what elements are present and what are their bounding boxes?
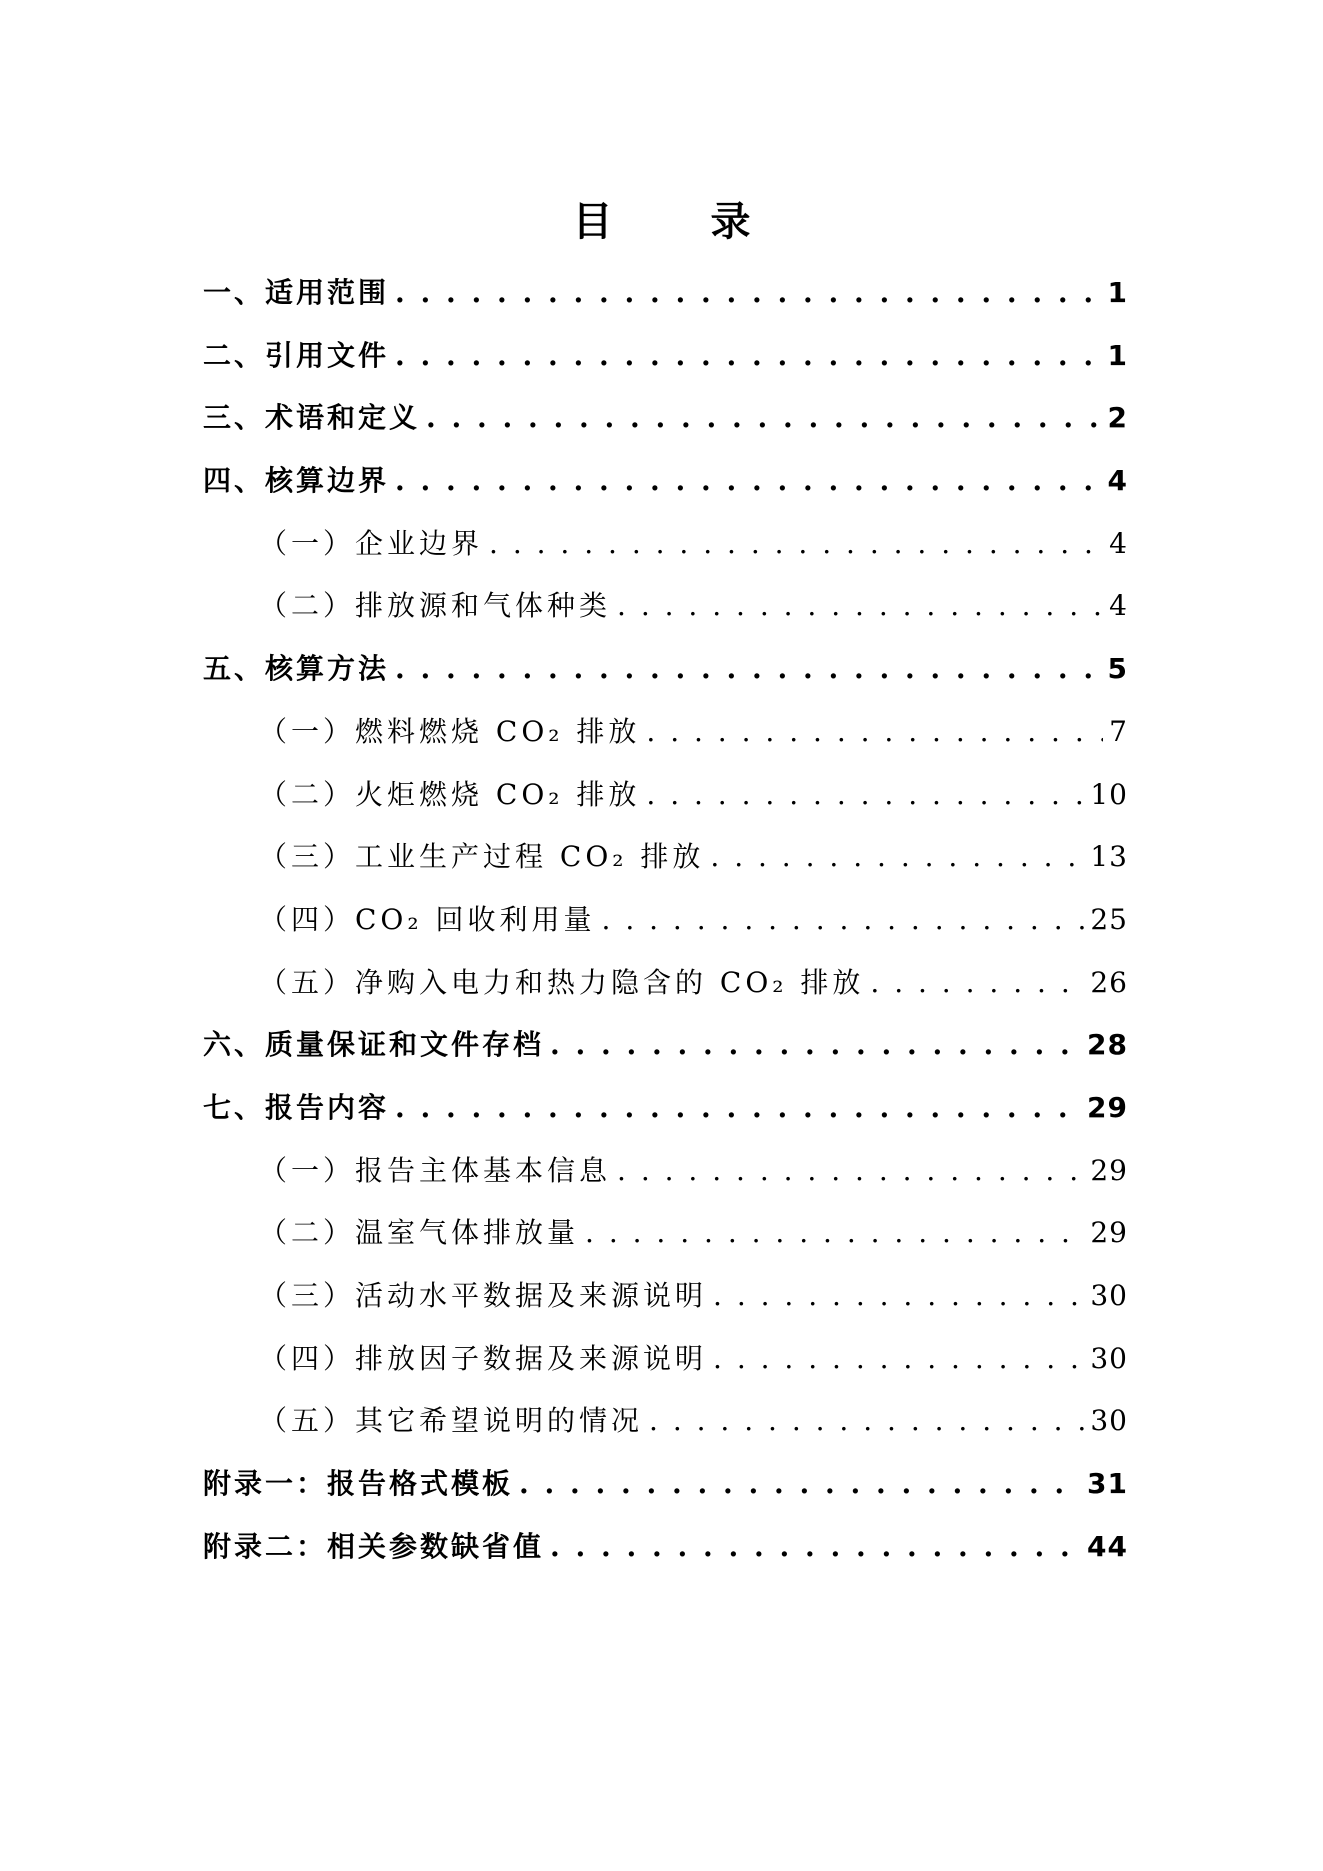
toc-dot-leader: [489, 524, 1103, 564]
toc-dot-leader: [713, 1339, 1084, 1379]
toc-subentry[interactable]: [203, 1401, 1128, 1464]
toc-subentry[interactable]: [203, 900, 1128, 963]
toc-dot-leader: [395, 1088, 1081, 1128]
toc-entry-label: 附录二：相关参数缺省值: [203, 1529, 545, 1563]
toc-entry-label: 二、引用文件: [203, 338, 390, 372]
toc-entry-page: 31: [1087, 1467, 1128, 1501]
toc-entry-page: 44: [1087, 1529, 1128, 1563]
toc-entry-page: 10: [1090, 777, 1128, 811]
toc-subentry[interactable]: [203, 712, 1128, 775]
toc-entry-label: （二）排放源和气体种类: [259, 589, 612, 623]
toc-entry-page: 5: [1107, 652, 1128, 686]
toc-entry-page: 30: [1090, 1279, 1128, 1312]
toc-entry[interactable]: [203, 1025, 1128, 1088]
toc-dot-leader: [870, 963, 1084, 1003]
toc-dot-leader: [617, 586, 1103, 626]
toc-entry-page: 29: [1087, 1090, 1128, 1124]
toc-dot-leader: [395, 649, 1102, 689]
toc-entry-label: 五、核算方法: [203, 652, 390, 686]
toc-subentry[interactable]: [203, 1276, 1128, 1339]
toc-subentry[interactable]: [203, 775, 1128, 838]
toc-entry-page: 25: [1090, 902, 1128, 936]
toc-entry-page: 4: [1109, 526, 1128, 560]
toc-entry-page: 2: [1107, 401, 1128, 435]
toc-entry[interactable]: [203, 649, 1128, 712]
toc-subentry[interactable]: [203, 1213, 1128, 1276]
toc-entry-label: 七、报告内容: [203, 1090, 390, 1124]
toc-dot-leader: [710, 837, 1084, 877]
toc-entry-label: （一）报告主体基本信息: [259, 1153, 612, 1187]
toc-entry-label: 三、术语和定义: [203, 401, 421, 435]
toc-entry[interactable]: [203, 1088, 1128, 1151]
toc-entry-page: 30: [1090, 1341, 1128, 1375]
toc-entry-label: （四）排放因子数据及来源说明: [259, 1341, 708, 1375]
toc-entry-label: （四）CO₂ 回收利用量: [259, 902, 596, 936]
toc-subentry[interactable]: [203, 1339, 1128, 1402]
toc-dot-leader: [550, 1025, 1081, 1065]
toc-entry-label: （三）工业生产过程 CO₂ 排放: [259, 840, 705, 874]
page-title: 目 录: [572, 199, 793, 245]
toc-entry-label: 六、质量保证和文件存档: [203, 1028, 545, 1062]
toc-entry-page: 1: [1107, 276, 1128, 309]
toc-entry-page: 1: [1107, 338, 1128, 372]
toc-entry-label: （二）温室气体排放量: [259, 1216, 580, 1250]
toc-entry-page: 7: [1109, 714, 1128, 748]
toc-dot-leader: [426, 398, 1102, 438]
toc-entry[interactable]: [203, 398, 1128, 461]
toc-subentry[interactable]: [203, 963, 1128, 1026]
toc-entry-label: （一）企业边界: [259, 526, 484, 560]
toc-dot-leader: [646, 775, 1084, 815]
toc-entry-label: 四、核算边界: [203, 464, 390, 498]
table-of-contents: [203, 273, 1128, 1589]
toc-entry-page: 30: [1090, 1404, 1128, 1438]
toc-entry-page: 26: [1090, 965, 1128, 999]
toc-entry-page: 4: [1109, 589, 1128, 623]
toc-dot-leader: [585, 1213, 1084, 1253]
toc-dot-leader: [617, 1151, 1084, 1191]
toc-dot-leader: [519, 1464, 1081, 1504]
toc-entry-page: 29: [1090, 1153, 1128, 1187]
toc-dot-leader: [602, 900, 1085, 940]
toc-entry-label: （三）活动水平数据及来源说明: [259, 1279, 708, 1312]
toc-subentry[interactable]: [203, 1151, 1128, 1214]
toc-entry-page: 29: [1090, 1216, 1128, 1250]
toc-dot-leader: [713, 1276, 1084, 1316]
toc-entry-page: 13: [1090, 840, 1128, 874]
toc-subentry[interactable]: [203, 837, 1128, 900]
toc-dot-leader: [395, 336, 1102, 376]
toc-entry[interactable]: [203, 461, 1128, 524]
toc-entry-page: 28: [1087, 1028, 1128, 1062]
toc-dot-leader: [395, 273, 1102, 313]
toc-entry[interactable]: [203, 273, 1128, 336]
toc-entry-label: （一）燃料燃烧 CO₂ 排放: [259, 714, 641, 748]
toc-entry[interactable]: [203, 1527, 1128, 1590]
toc-subentry[interactable]: [203, 586, 1128, 649]
toc-entry-label: （五）其它希望说明的情况: [259, 1404, 644, 1438]
toc-entry-page: 4: [1107, 464, 1128, 498]
toc-entry-label: （五）净购入电力和热力隐含的 CO₂ 排放: [259, 965, 865, 999]
toc-entry[interactable]: [203, 1464, 1128, 1527]
toc-entry[interactable]: [203, 336, 1128, 399]
toc-entry-label: 附录一：报告格式模板: [203, 1467, 514, 1501]
toc-subentry[interactable]: [203, 524, 1128, 587]
toc-dot-leader: [395, 461, 1102, 501]
toc-dot-leader: [649, 1401, 1084, 1441]
toc-dot-leader: [646, 712, 1103, 752]
toc-entry-label: （二）火炬燃烧 CO₂ 排放: [259, 777, 641, 811]
toc-entry-label: 一、适用范围: [203, 276, 390, 309]
toc-dot-leader: [550, 1527, 1081, 1567]
